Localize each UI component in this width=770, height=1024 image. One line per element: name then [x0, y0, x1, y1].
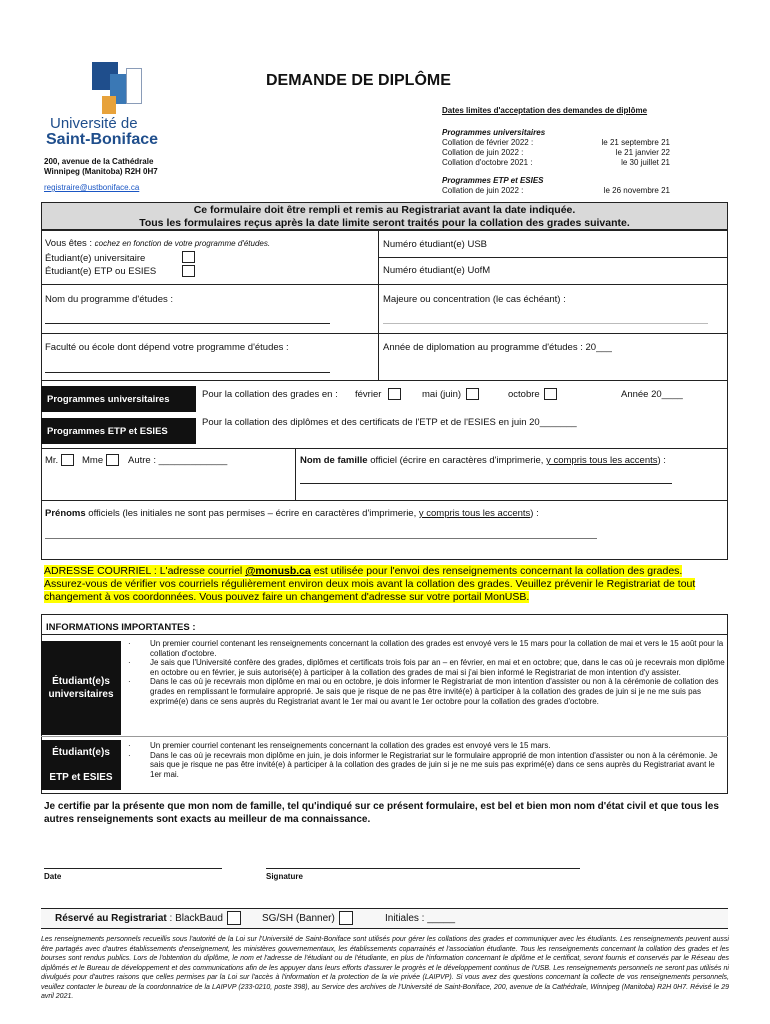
num-uofm-label: Numéro étudiant(e) UofM: [383, 265, 491, 276]
postal-address: 200, avenue de la Cathédrale Winnipeg (Manitoba) R2H 0H7: [44, 157, 158, 176]
mr-label: Mr.: [45, 455, 59, 466]
deadline-row: Collation de juin 2022 : le 26 novembre 21: [442, 186, 670, 195]
fevrier-checkbox[interactable]: [388, 388, 401, 400]
nom-famille-field[interactable]: [300, 483, 672, 484]
deadlines-block: Dates limites d'acceptation des demandes de diplôme Programmes universitaires Collation de février 2022 : le 21 septembre 21 Collation de juin 2022 : le 21 janvier 22 Collation d'octobre 2021 : le 30 juillet 21 Programmes ETP et ESIES Collation de juin 2022 : le 26 novembre 21: [442, 106, 670, 195]
mme-checkbox[interactable]: [106, 454, 119, 466]
annee-diplomation-label: Année de diplomation au programme d'études : 20___: [383, 342, 612, 353]
nom-programme-label: Nom du programme d'études :: [45, 294, 174, 305]
prog-univ-bar: Programmes universitaires: [41, 386, 196, 412]
sgsh-label: SG/SH (Banner): [262, 913, 335, 924]
faculte-label: Faculté ou école dont dépend votre programme d'études :: [45, 342, 289, 353]
list-item: · Dans le cas où je recevrais mon diplôme en juin, je dois informer le Registrariat sur le formulaire approprié de mon intention d'assister ou non à la cérémonie. Je sais que je risque ne pas être invité(e) à participer à la collation des grades de juin si je ne me suis pas exprimé(e) dans ce sens auprès du Registrariat avant le 1er mai.: [128, 751, 726, 780]
privacy-footer: Les renseignements personnels recueillis sous l'autorité de la Loi sur l'Université de Saint-Boniface sont utilisés pour gérer les collations des grades et communiquer avec les étudiants. Les renseignements peuvent aussi être partagés avec d'autres établissements d'enseignement, les ministères gouvernementaux, les établissements coparrainés et l'association étudiante. Tous les renseignements concernant la collation des grades et les bourses sont rendus publics. Lors de l'obtention du diplôme, le nom et l'adresse de l'étudiant ou de l'étudiante, en plus de l'information concernant le diplôme et le certificat, seront fournis et conservés par le Réseau des diplômés et le Bureau de développement et des communications afin de les appuyer dans leurs efforts d'assurer le progrès et le développement continus de l'USB. Les renseignements personnels ne seront pas utilisés ni divulgués pour d'autres raisons que celles permises par la Loi sur l'accès à l'information et la protection de la vie privée (LAIPVP). Si vous avez des questions concernant la collecte de vos renseignements personnels, veuillez contacter le bureau de la coordonnatrice de la LAIPVP (233-0210, poste 398), au Service des archives de l'Université de Saint-Boniface, 200, avenue de la Cathédrale, Winnipeg (Manitoba) R2H 0H7. Révisé le 29 avril 2021.: [41, 936, 729, 1000]
deadline-row: Collation de février 2022 : le 21 septembre 21: [442, 138, 670, 147]
list-item: · Je sais que l'Université confère des grades, diplômes et certificats trois fois par an – en février, en mai et en octobre; que, dans le cas où je recevrais mon diplôme en octobre ou en février, je suis autorisé(e) à participer à la collation des grades de mai si j'ai bien informé le Registrariat de mon intention d'y assister.: [128, 658, 726, 677]
etudiant-univ-checkbox[interactable]: [182, 251, 195, 263]
deadline-row: Collation d'octobre 2021 : le 30 juillet 21: [442, 158, 670, 167]
form-notice: Ce formulaire doit être rempli et remis au Registrariat avant la date indiquée. Tous les formulaires reçus après la date limite seront traités pour la collation des grades suivante.: [41, 202, 728, 230]
deadline-row: Collation de juin 2022 : le 21 janvier 22: [442, 148, 670, 157]
university-logo: [44, 62, 194, 149]
univ-bullets: [128, 639, 726, 706]
etudiant-etp-label: Étudiant(e) ETP ou ESIES: [45, 266, 157, 277]
mme-label: Mme: [82, 455, 104, 466]
fevrier-label: février: [355, 389, 382, 400]
signature-field[interactable]: [266, 868, 580, 869]
prog-etp-bar: Programmes ETP et ESIES: [41, 418, 196, 444]
octobre-label: octobre: [508, 389, 540, 400]
annee-label: Année 20____: [621, 389, 683, 400]
blackbaud-checkbox[interactable]: [227, 911, 241, 925]
etp-collation-label: Pour la collation des diplômes et des certificats de l'ETP et de l'ESIES en juin 20_______: [202, 417, 577, 428]
nom-programme-field[interactable]: [45, 323, 330, 324]
signature-label: Signature: [266, 872, 303, 881]
univ-side-label: Étudiant(e)s universitaires: [41, 641, 121, 735]
num-usb-label: Numéro étudiant(e) USB: [383, 239, 488, 250]
octobre-checkbox[interactable]: [544, 388, 557, 400]
page-title: DEMANDE DE DIPLÔME: [266, 72, 451, 89]
autre-field[interactable]: Autre : _____________: [128, 455, 228, 466]
date-field[interactable]: [44, 868, 222, 869]
prenoms-field[interactable]: [45, 538, 597, 539]
list-item: · Un premier courriel contenant les renseignements concernant la collation des grades est envoyé vers le 15 mars.: [128, 741, 726, 751]
vous-etes-label: Vous êtes : cochez en fonction de votre programme d'études.: [45, 238, 271, 249]
faculte-field[interactable]: [45, 372, 330, 373]
collation-pour-label: Pour la collation des grades en :: [202, 389, 338, 400]
sgsh-checkbox[interactable]: [339, 911, 353, 925]
etudiant-etp-checkbox[interactable]: [182, 265, 195, 277]
list-item: · Un premier courriel contenant les renseignements concernant la collation des grades est envoyé vers le 15 mars pour la collation de mai et vers le 15 août pour la collation d'octobre.: [128, 639, 726, 658]
mai-label: mai (juin): [422, 389, 462, 400]
list-item: · Dans le cas où je recevrais mon diplôme en mai ou en octobre, je dois informer le Registrariat de mon intention d'assister ou non à la cérémonie de collation des grades en remplissant le formulaire approprié. Je sais que je risque de ne pas être invité(e) à participer à la collation des grades de juin si je ne me suis pas exprimé(e) dans ce sens auprès du Registrariat avant le 1er mai ou avant le 1er octobre pour la collation des grades d'octobre.: [128, 677, 726, 706]
reserved-label: Réservé au Registrariat : BlackBaud: [55, 913, 223, 924]
majeure-label: Majeure ou concentration (le cas échéant) :: [383, 294, 566, 305]
nom-famille-label: Nom de famille officiel (écrire en caractères d'imprimerie, y compris tous les accents) :: [300, 455, 666, 466]
etudiant-univ-label: Étudiant(e) universitaire: [45, 253, 146, 264]
date-label: Date: [44, 872, 62, 881]
logo-mark-icon: [44, 62, 194, 116]
initiales-field[interactable]: Initiales : _____: [385, 913, 456, 924]
prenoms-label: Prénoms officiels (les initiales ne sont pas permises – écrire en caractères d'imprimerie, y compris tous les accents) :: [45, 508, 539, 519]
logo-line1: Université de: [50, 115, 138, 132]
mr-checkbox[interactable]: [61, 454, 74, 466]
etp-bullets: [128, 741, 726, 779]
info-title: INFORMATIONS IMPORTANTES :: [46, 622, 196, 633]
mai-checkbox[interactable]: [466, 388, 479, 400]
registrar-email-link[interactable]: registraire@ustboniface.ca: [44, 183, 140, 192]
logo-line2: Saint-Boniface: [46, 131, 159, 148]
email-notice: ADRESSE COURRIEL : L'adresse courriel @monusb.ca est utilisée pour l'envoi des renseignements concernant la collation des grades. Assurez-vous de vérifier vos courriels régulièrement environ deux mois avant la collation des grades. Veuillez prévenir le Registrariat de tout changement à vos coordonnées. Vous pouvez faire un changement d'adresse sur votre portail MonUSB.: [44, 565, 696, 603]
majeure-field[interactable]: [383, 323, 708, 324]
certification-text: Je certifie par la présente que mon nom de famille, tel qu'indiqué sur ce présent formulaire, est bel et bien mon nom d'état civil et que tous les autres renseignements sont exacts au meilleur de ma connaissance.: [44, 801, 719, 825]
etp-side-label: Étudiant(e)s ETP et ESIES: [41, 740, 121, 790]
